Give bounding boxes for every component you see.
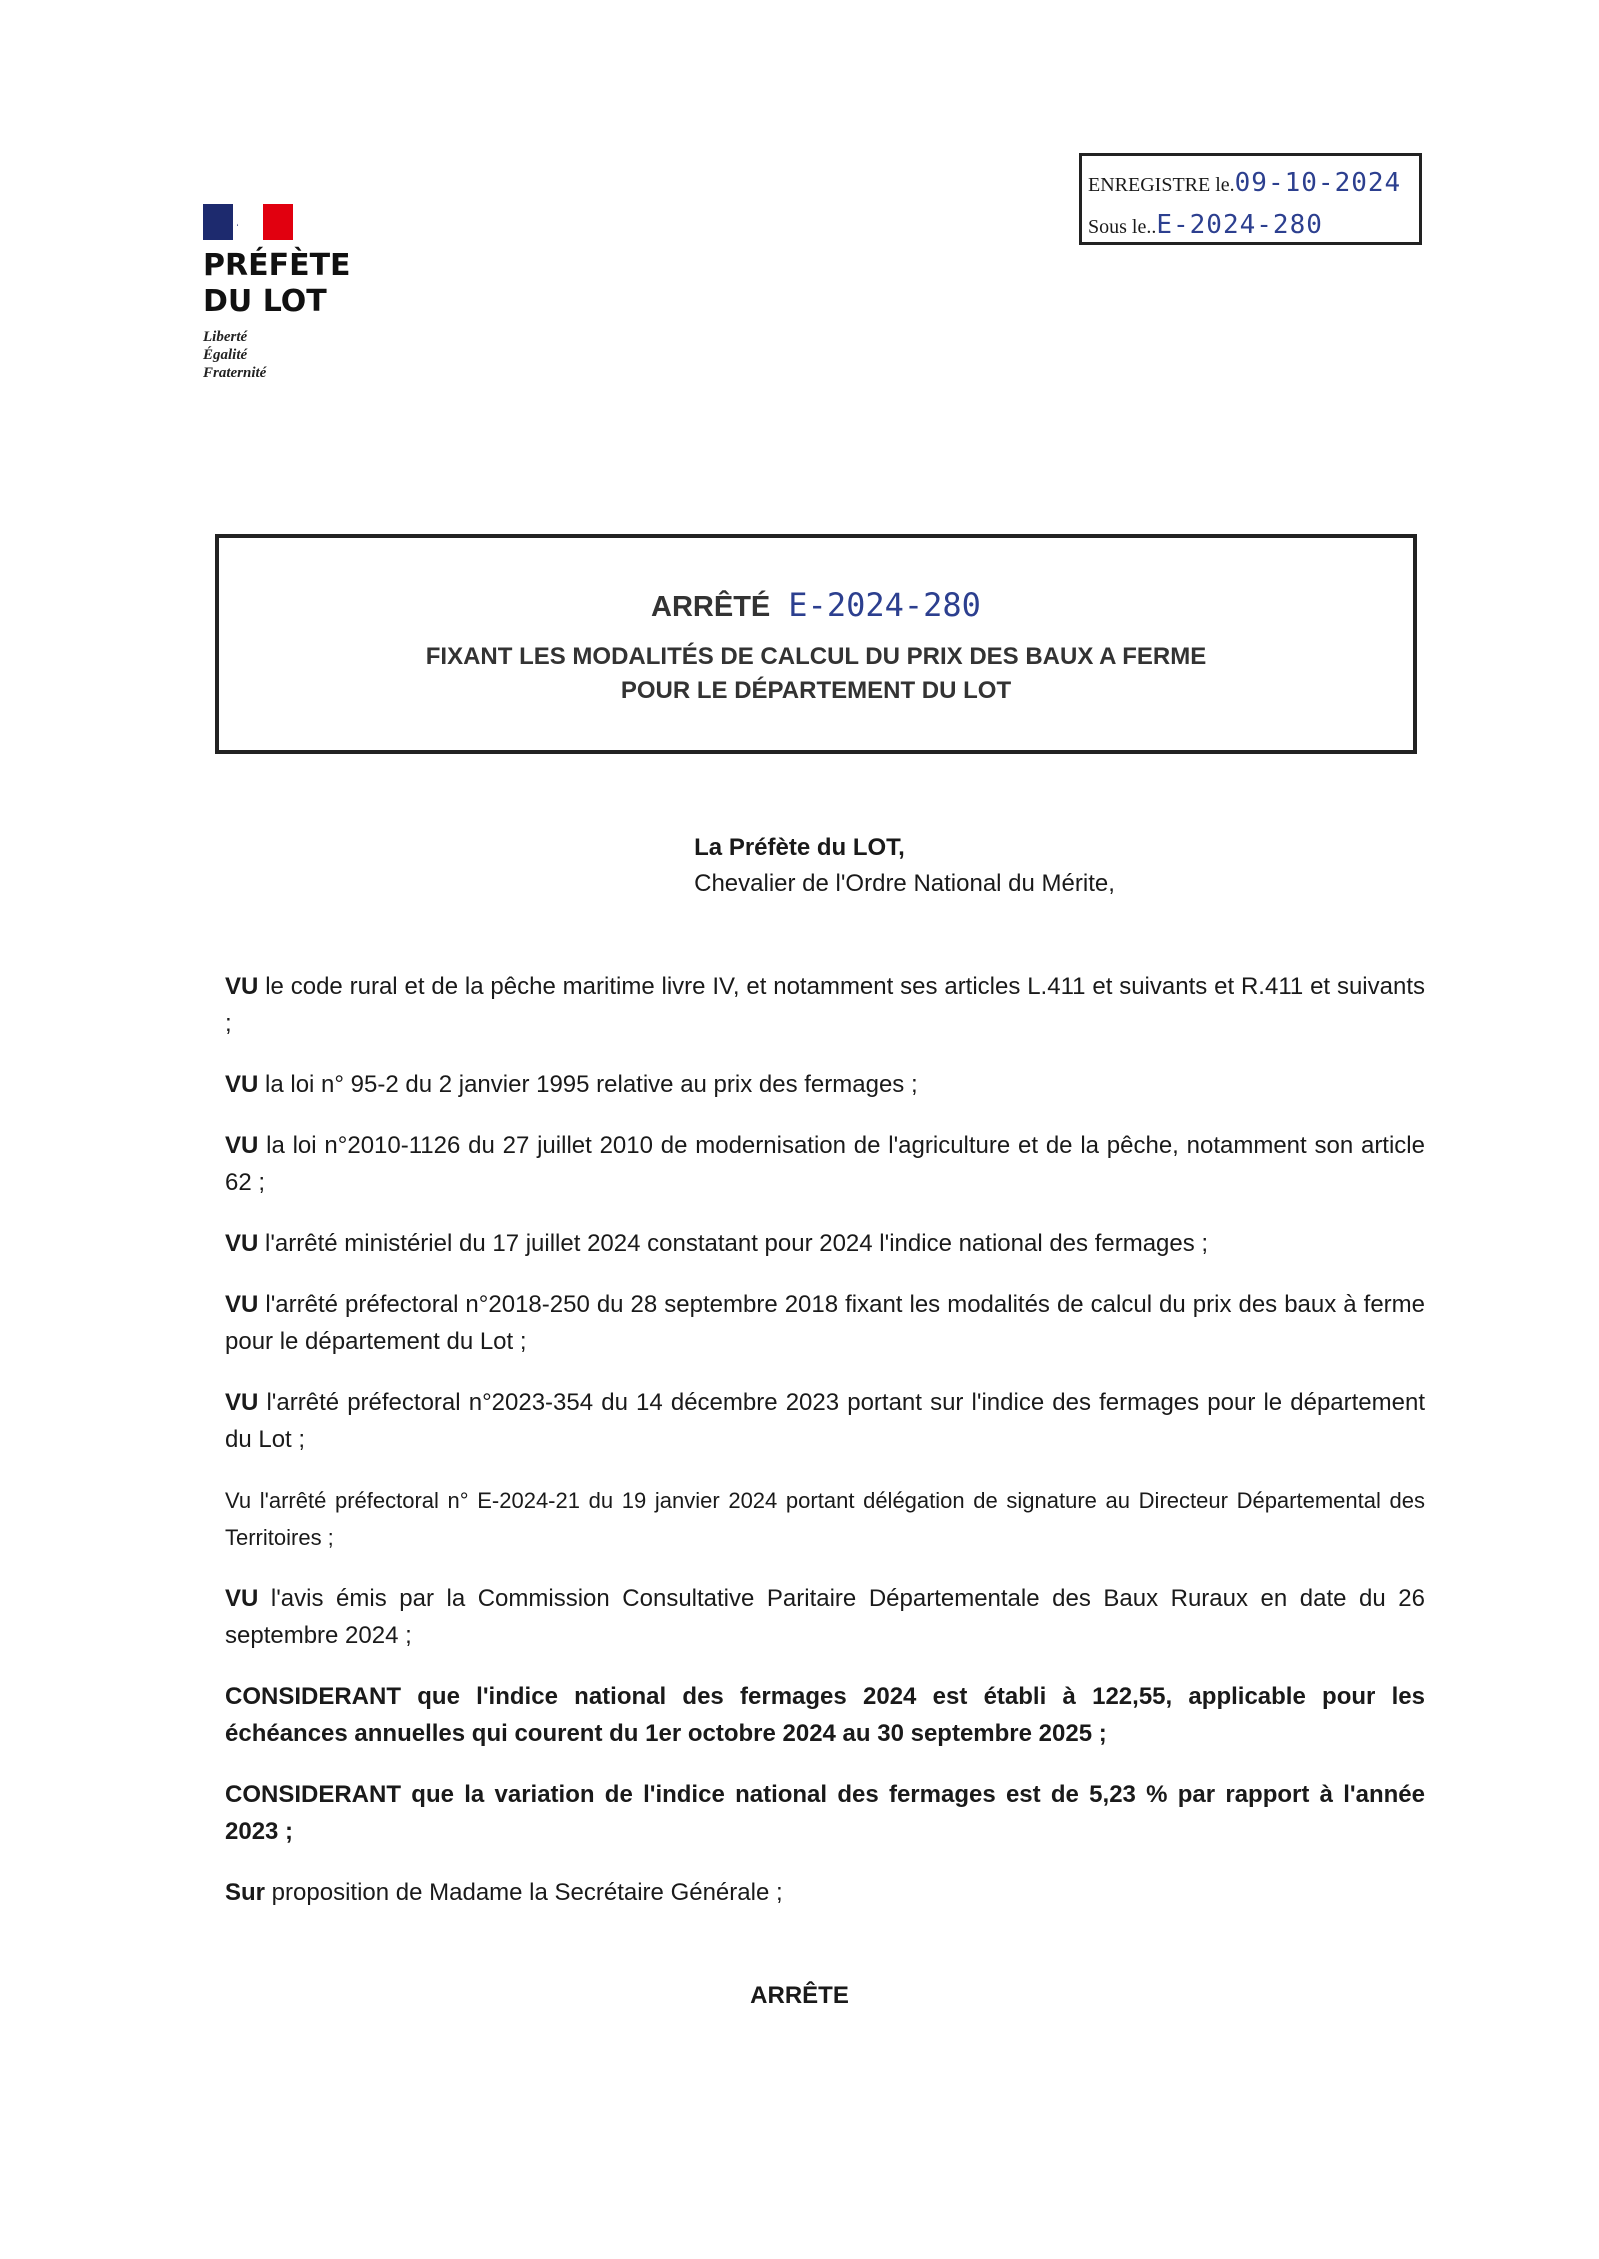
issuer-rank: Chevalier de l'Ordre National du Mérite, [694,870,1115,897]
proposition-text: proposition de Madame la Secrétaire Générale ; [265,1879,783,1906]
recital-lead: VU [225,1132,259,1159]
stamp-registered-label: ENREGISTRE le. [1088,174,1235,196]
recital [225,1384,1425,1458]
recital [225,1482,1425,1556]
motto-egalite: Égalité [203,347,248,363]
logo-title [203,248,403,320]
decree-word: ARRÊTE [750,1982,849,2009]
recital [225,1225,1425,1262]
subtitle-line2: POUR LE DÉPARTEMENT DU LOT [620,677,1012,704]
document-title [219,586,1413,624]
tricolor-flag-icon [203,204,293,240]
stamp-registered-row [1088,168,1401,198]
logo-title-line1: PRÉFÈTE [203,248,351,283]
title-number: E-2024-280 [788,586,981,624]
recital-lead: VU [225,1585,259,1612]
proposition-lead: Sur [225,1879,266,1906]
issuer-block [0,830,1599,902]
recital [225,1066,1425,1103]
subtitle-line1: FIXANT LES MODALITÉS DE CALCUL DU PRIX DES BAUX A FERME [425,643,1207,670]
registration-stamp [1079,153,1422,245]
recital-text: Vu l'arrêté préfectoral n° E-2024-21 du 19 janvier 2024 portant délégation de signature au Directeur Départemental des Territoires ; [225,1488,1425,1550]
prefecture-logo [203,204,403,382]
considerant [225,1776,1425,1850]
considerant-lead: CONSIDERANT [225,1781,402,1808]
issuer-name: La Préfète du LOT, [694,834,905,861]
document-subtitle [219,640,1413,708]
recital-lead: VU [225,1230,259,1257]
recital-lead: VU [225,1071,259,1098]
recital-text: l'arrêté ministériel du 17 juillet 2024 constatant pour 2024 l'indice national des fermages ; [258,1230,1209,1257]
considerant-text: que l'indice national des fermages 2024 est établi à 122,55, applicable pour les échéances annuelles qui courent du 1er octobre 2024 au 30 septembre 2025 ; [225,1683,1425,1747]
logo-title-line2: DU LOT [203,284,327,319]
considerant-text: que la variation de l'indice national des fermages est de 5,23 % par rapport à l'année 2023 ; [225,1781,1425,1845]
recital-lead: VU [225,1291,259,1318]
considerant [225,1678,1425,1752]
stamp-sous-label: Sous le.. [1088,216,1157,238]
recital [225,968,1425,1042]
logo-motto [203,328,403,382]
recital-text: la loi n° 95-2 du 2 janvier 1995 relative au prix des fermages ; [258,1071,918,1098]
recital-text: le code rural et de la pêche maritime livre IV, et notamment ses articles L.411 et suivants et R.411 et suivants ; [225,973,1425,1037]
recital-text: l'arrêté préfectoral n°2023-354 du 14 décembre 2023 portant sur l'indice des fermages pour le département du Lot ; [225,1389,1425,1453]
recital-text: l'avis émis par la Commission Consultative Paritaire Départementale des Baux Ruraux en date du 26 septembre 2024 ; [225,1585,1425,1649]
motto-liberte: Liberté [203,329,248,345]
recital [225,1127,1425,1201]
marianne-icon [237,212,277,236]
stamp-registered-value: 09-10-2024 [1234,168,1402,198]
recital-text: la loi n°2010-1126 du 27 juillet 2010 de modernisation de l'agriculture et de la pêche, notamment son article 62 ; [225,1132,1425,1196]
recital-lead: VU [225,973,259,1000]
stamp-sous-value: E-2024-280 [1156,210,1323,240]
stamp-sous-row [1088,210,1323,240]
title-box [215,534,1417,754]
recital [225,1580,1425,1654]
considerant-lead: CONSIDERANT [225,1683,402,1710]
recital [225,1286,1425,1360]
motto-fraternite: Fraternité [203,365,267,381]
title-main: ARRÊTÉ [651,591,771,623]
recitals [225,968,1425,1935]
recital-lead: VU [225,1389,259,1416]
proposition [225,1874,1425,1911]
recital-text: l'arrêté préfectoral n°2018-250 du 28 septembre 2018 fixant les modalités de calcul du prix des baux à ferme pour le département du Lot ; [225,1291,1425,1355]
